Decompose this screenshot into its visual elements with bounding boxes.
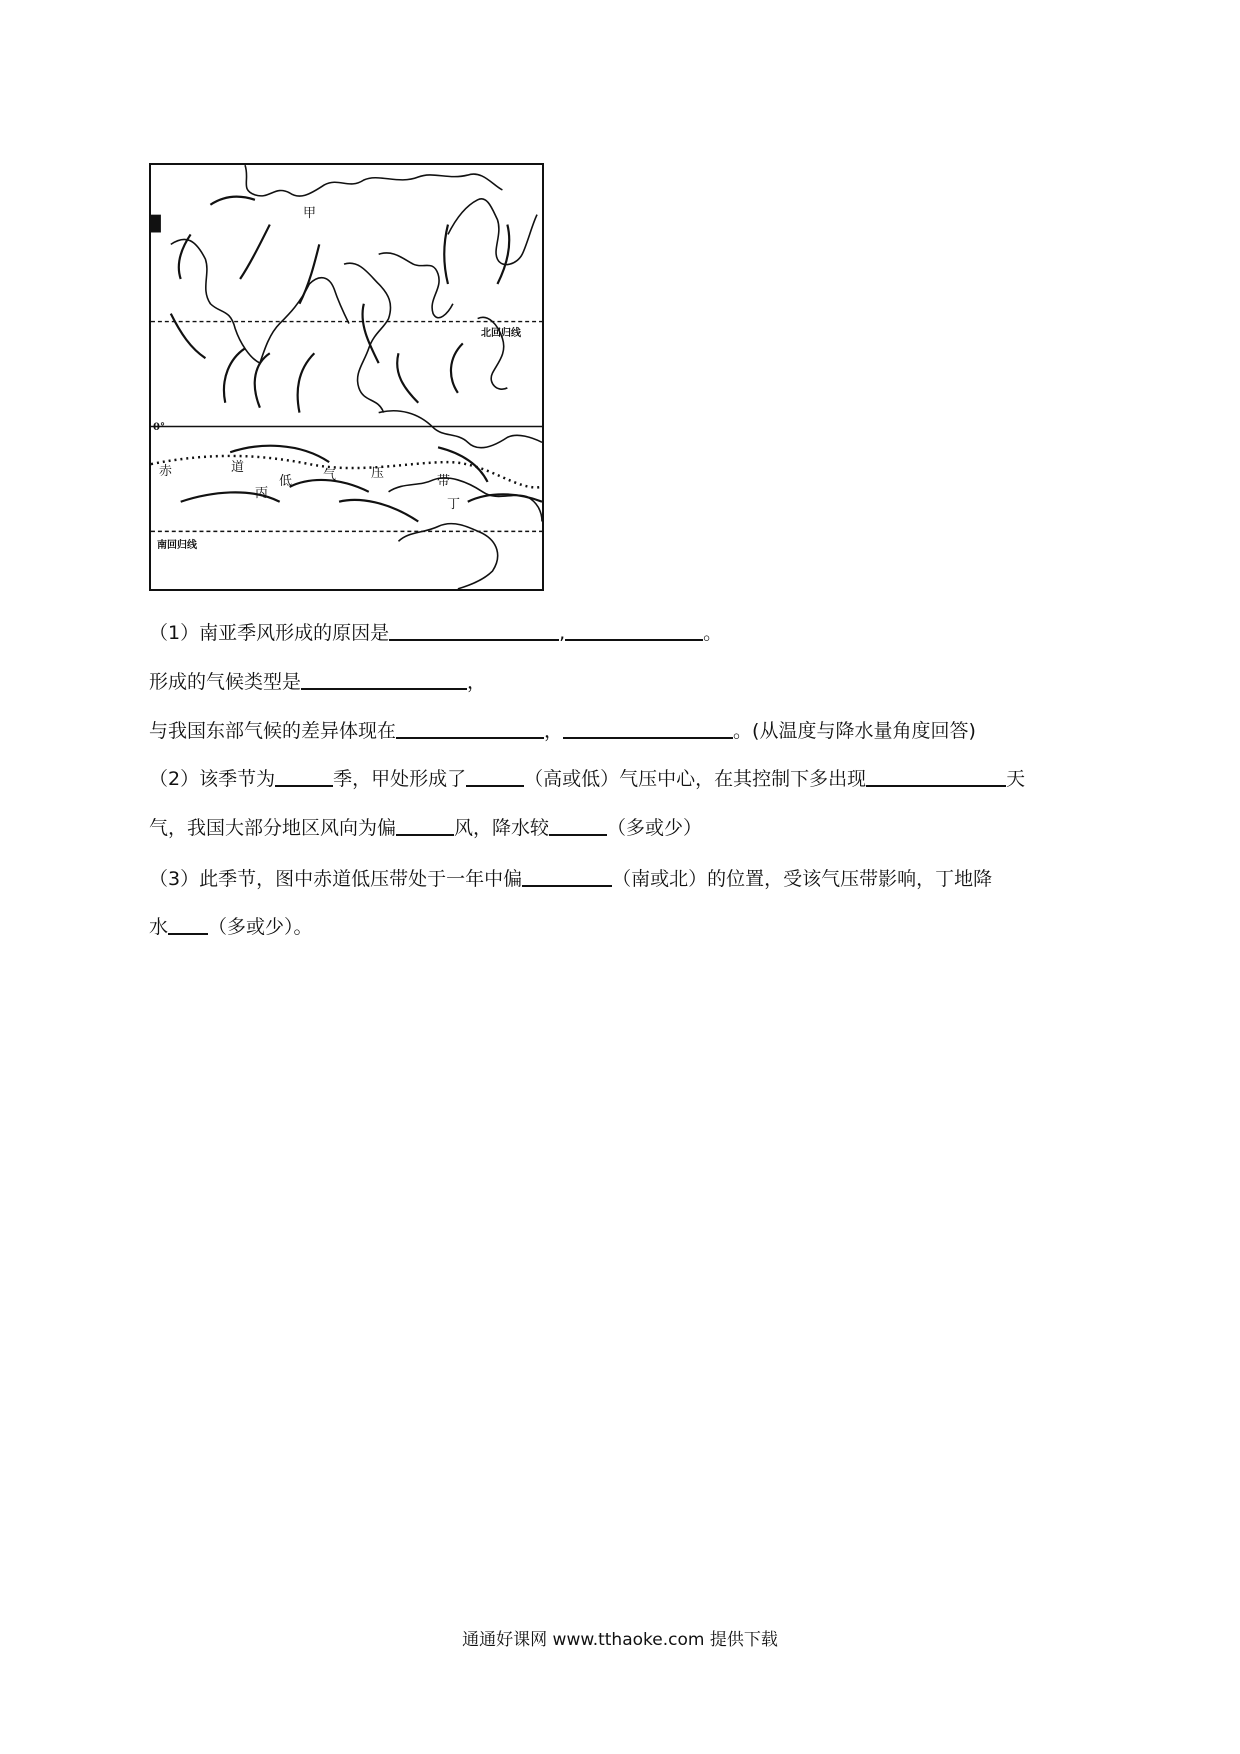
label-ding: 丁 bbox=[447, 497, 461, 512]
page-footer: 通通好课网 www.tthaoke.com 提供下载 bbox=[462, 1630, 778, 1650]
answer-blank[interactable] bbox=[549, 816, 607, 836]
question-1-line bbox=[149, 620, 722, 646]
label-bing: 丙 bbox=[255, 486, 269, 501]
question-1c-line bbox=[149, 718, 976, 744]
answer-blank[interactable] bbox=[396, 719, 544, 739]
wind-arrows bbox=[171, 197, 542, 522]
label-zero: 0° bbox=[153, 422, 165, 433]
map-corner-mark bbox=[151, 215, 161, 233]
belt-char: 赤 bbox=[159, 464, 173, 479]
q2-text: 风，降水较 bbox=[454, 817, 550, 839]
answer-blank[interactable] bbox=[565, 621, 703, 641]
answer-blank[interactable] bbox=[168, 915, 208, 935]
q1c-sep: ， bbox=[544, 720, 564, 742]
belt-char: 气 bbox=[323, 468, 337, 483]
monsoon-map bbox=[149, 163, 544, 591]
q2-text: 季，甲处形成了 bbox=[333, 768, 467, 790]
question-1b-line bbox=[149, 669, 486, 695]
answer-blank[interactable] bbox=[563, 719, 733, 739]
question-2-line-2 bbox=[149, 815, 702, 841]
answer-blank[interactable] bbox=[866, 767, 1006, 787]
answer-blank[interactable] bbox=[396, 816, 454, 836]
belt-char: 道 bbox=[231, 460, 245, 475]
question-3-line-1 bbox=[149, 866, 992, 892]
q2-text: （2）该季节为 bbox=[149, 768, 276, 790]
answer-blank[interactable] bbox=[301, 670, 467, 690]
belt-char: 带 bbox=[437, 474, 451, 489]
q1-prefix: （1）南亚季风形成的原因是 bbox=[149, 622, 390, 644]
q2-text: 气，我国大部分地区风向为偏 bbox=[149, 817, 397, 839]
belt-char: 压 bbox=[371, 466, 385, 481]
q3-text: （3）此季节，图中赤道低压带处于一年中偏 bbox=[149, 868, 523, 890]
q3-text: （多或少）。 bbox=[208, 916, 313, 938]
answer-blank[interactable] bbox=[522, 867, 612, 887]
label-jia: 甲 bbox=[303, 206, 317, 221]
answer-blank[interactable] bbox=[466, 767, 524, 787]
q1c-prefix: 与我国东部气候的差异体现在 bbox=[149, 720, 397, 742]
q2-text: （高或低）气压中心，在其控制下多出现 bbox=[524, 768, 867, 790]
q3-text: （南或北）的位置，受该气压带影响，丁地降 bbox=[612, 868, 993, 890]
q3-text: 水 bbox=[149, 916, 169, 938]
q2-text: 天 bbox=[1006, 768, 1026, 790]
q2-text: （多或少） bbox=[607, 817, 703, 839]
question-2-line-1 bbox=[149, 766, 1025, 792]
map-drawing bbox=[151, 165, 542, 589]
label-south-tropic: 南回归线 bbox=[157, 540, 197, 551]
label-north-tropic: 北回归线 bbox=[481, 328, 521, 339]
q1b-end: ， bbox=[467, 671, 487, 693]
q1-sep: , bbox=[559, 622, 566, 644]
answer-blank[interactable] bbox=[389, 621, 559, 641]
q1b-prefix: 形成的气候类型是 bbox=[149, 671, 302, 693]
answer-blank[interactable] bbox=[275, 767, 333, 787]
q1c-end: 。(从温度与降水量角度回答) bbox=[733, 720, 976, 742]
q1-end: 。 bbox=[703, 622, 723, 644]
question-3-line-2 bbox=[149, 914, 313, 940]
belt-char: 低 bbox=[279, 474, 293, 489]
